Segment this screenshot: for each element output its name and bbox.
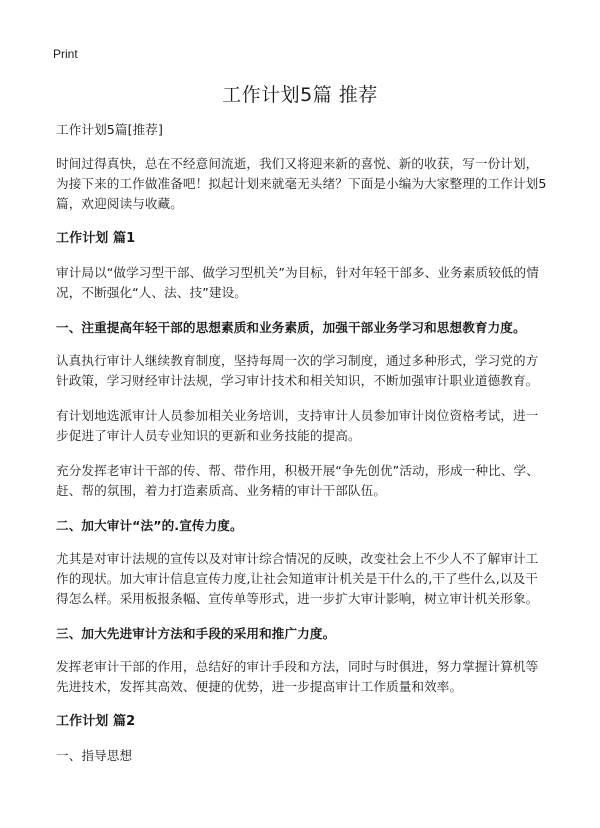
section1-paragraph-5: 尤其是对审计法规的宣传以及对审计综合情况的反映，改变社会上不少人不了解审计工作的现状。加大审计信息宣传力度,让社会知道审计机关是干什么的,干了些什么,以及干得怎么样。采用板报条幅、宣传单等形式，进一步扩大审计影响，树立审计机关形象。 xyxy=(56,551,539,606)
document-body xyxy=(56,120,550,781)
section1-subheading-1: 一、注重提高年轻干部的思想素质和业务素质，加强干部业务学习和思想教育力度。 xyxy=(56,320,526,335)
section1-heading: 工作计划 篇1 xyxy=(56,231,136,246)
section1-paragraph-1: 审计局以“做学习型干部、做学习型机关”为目标，针对年轻干部多、业务素质较低的情况，不断强化“人、法、技”建设。 xyxy=(56,265,539,300)
intro-paragraph: 时间过得真快，总在不经意间流逝，我们又将迎来新的喜悦、新的收获，写一份计划，为接下来的工作做准备吧！拟起计划来就毫无头绪？下面是小编为大家整理的工作计划5篇，欢迎阅读与收藏。 xyxy=(56,156,547,211)
section1-paragraph-3: 有计划地选派审计人员参加相关业务培训，支持审计人员参加审计岗位资格考试，进一步促进了审计人员专业知识的更新和业务技能的提高。 xyxy=(56,408,539,443)
section2-heading: 工作计划 篇2 xyxy=(56,714,136,729)
page-title: 工作计划5篇 推荐 xyxy=(222,84,378,106)
section1-subheading-2: 二、加大审计“法”的.宣传力度。 xyxy=(56,518,243,533)
section1-subheading-3: 三、加大先进审计方法和手段的采用和推广力度。 xyxy=(56,626,336,641)
print-link[interactable]: Print xyxy=(53,47,78,61)
section1-paragraph-6: 发挥老审计干部的作用，总结好的审计手段和方法，同时与时俱进，努力掌握计算机等先进技术，发挥其高效、便捷的优势，进一步提高审计工作质量和效率。 xyxy=(56,659,539,694)
document-subtitle: 工作计划5篇[推荐] xyxy=(56,122,163,137)
section2-subheading-1: 一、指导思想 xyxy=(56,748,133,763)
section1-paragraph-4: 充分发挥老审计干部的传、帮、带作用，积极开展“争先创优”活动，形成一种比、学、赶、帮的氛围，着力打造素质高、业务精的审计干部队伍。 xyxy=(56,463,539,498)
section1-paragraph-2: 认真执行审计人继续教育制度，坚持每周一次的学习制度，通过多种形式，学习党的方针政策，学习财经审计法规，学习审计技术和相关知识，不断加强审计职业道德教育。 xyxy=(56,353,539,388)
